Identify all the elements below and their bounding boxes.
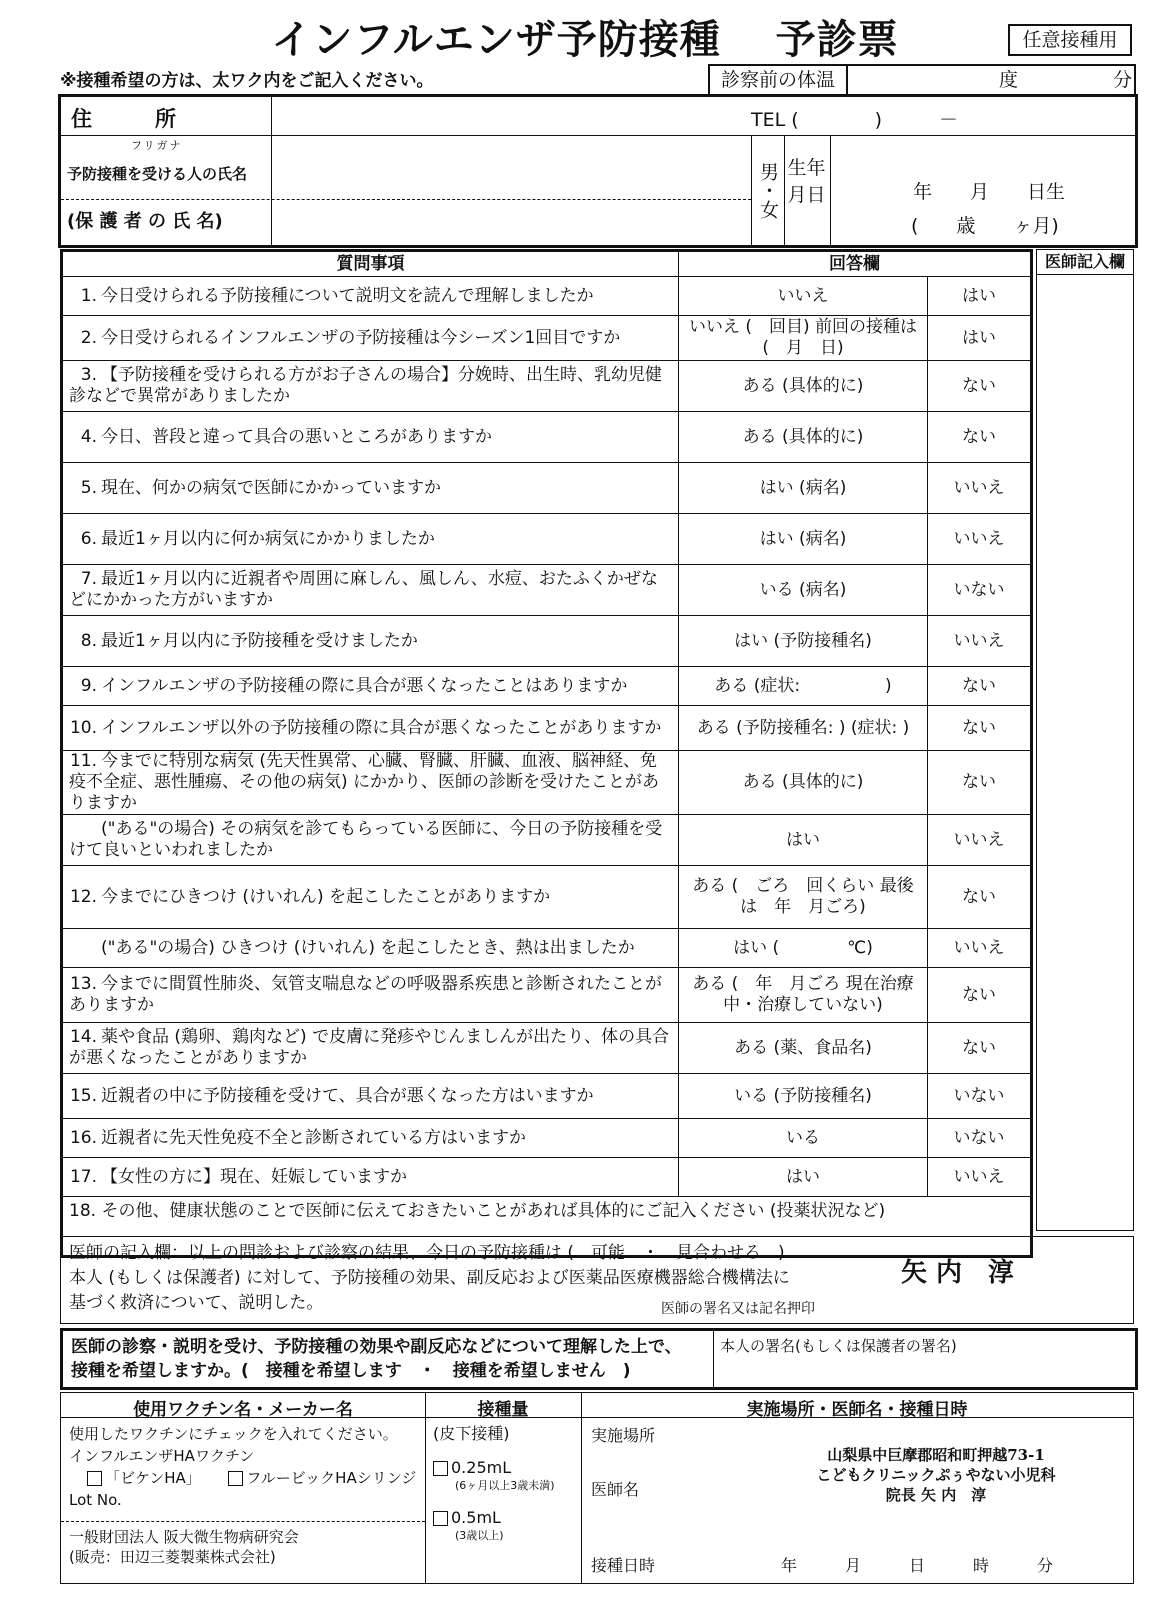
temperature-degree: 度 <box>998 69 1018 91</box>
answer-yes[interactable]: はい (病名) <box>679 463 928 514</box>
question-row <box>62 361 1032 412</box>
consent-section <box>60 1328 1138 1390</box>
maker2: (販売：田辺三菱製薬株式会社) <box>69 1548 276 1566</box>
question-row <box>62 1119 1032 1158</box>
answer-no[interactable]: はい <box>928 277 1032 316</box>
doctor-column <box>1036 249 1134 1231</box>
answer-yes[interactable]: ある (具体的に) <box>679 751 928 815</box>
answer-no[interactable]: いいえ <box>928 463 1032 514</box>
question-number: 5. <box>80 477 97 498</box>
question-body: 今までに特別な病気 (先天性異常、心臓、腎臓、肝臓、血液、脳神経、免疫不全症、悪性腫瘍、その他の病気) にかかり、医師の診断を受けたことがありますか <box>69 751 660 813</box>
opt1-label: 「ビケンHA」 <box>105 1469 201 1487</box>
stamp-director: 院長 矢 内 淳 <box>885 1486 987 1504</box>
question-row <box>62 866 1032 929</box>
question-row <box>62 667 1032 706</box>
temperature-min: 分 <box>1112 69 1132 91</box>
question-row <box>62 463 1032 514</box>
answer-yes[interactable]: いる (予防接種名) <box>679 1074 928 1119</box>
answer-yes[interactable]: ある (症状: ) <box>679 667 928 706</box>
question-number: 11. <box>69 751 97 771</box>
question-text <box>62 277 679 316</box>
question-number: 14. <box>69 1027 97 1047</box>
question-text <box>62 929 679 968</box>
question-body: ("ある"の場合) その病気を診てもらっている医師に、今日の予防接種を受けて良いといわれましたか <box>69 819 663 860</box>
temperature-label: 診察前の体温 <box>710 66 848 94</box>
answer-yes[interactable]: はい (病名) <box>679 514 928 565</box>
answer-yes[interactable]: はい ( ℃) <box>679 929 928 968</box>
question-number: 1. <box>80 285 97 306</box>
answer-yes[interactable]: はい <box>679 1158 928 1197</box>
answer-no[interactable]: いいえ <box>928 514 1032 565</box>
answer-yes[interactable]: ある ( 年 月ごろ 現在治療中・治療していない) <box>679 968 928 1023</box>
vaccine-name: インフルエンザHAワクチン <box>69 1447 255 1465</box>
address-field[interactable] <box>271 97 1135 135</box>
answer-yes[interactable]: いる (病名) <box>679 565 928 616</box>
sex-choice[interactable]: 男・女 <box>751 135 785 245</box>
question-table <box>60 249 1033 1258</box>
title-sub: 予診票 <box>775 17 899 63</box>
question-text <box>62 463 679 514</box>
question-text <box>62 316 679 361</box>
question-body: 今日受けられるインフルエンザの予防接種は今シーズン1回目ですか <box>101 327 621 348</box>
question-text <box>62 751 679 815</box>
question-number: 2. <box>80 327 97 348</box>
answer-no[interactable]: いいえ <box>928 929 1032 968</box>
answer-yes[interactable]: いいえ ( 回目) 前回の接種は ( 月 日) <box>679 316 928 361</box>
personal-info <box>58 94 1138 248</box>
guardian-label: (保 護 者 の 氏 名) <box>67 211 223 232</box>
vaccine-header: 使用ワクチン名・メーカー名 <box>133 1400 353 1420</box>
answer-yes[interactable]: ある (薬、食品名) <box>679 1023 928 1074</box>
question-number: 13. <box>69 974 97 994</box>
question-text <box>62 1074 679 1119</box>
date-value[interactable]: 年 月 日 時 分 <box>781 1556 1054 1575</box>
answer-yes[interactable]: いる <box>679 1119 928 1158</box>
voluntary-tag: 任意接種用 <box>1008 24 1132 56</box>
question-row <box>62 706 1032 751</box>
answer-no[interactable]: ない <box>928 361 1032 412</box>
opt1-checkbox[interactable] <box>87 1471 102 1486</box>
question-number: 10. <box>69 717 97 738</box>
opt2-checkbox[interactable] <box>228 1471 243 1486</box>
temperature-box <box>708 64 1136 96</box>
question-row <box>62 1023 1032 1074</box>
question-body: 近親者に先天性免疫不全と診断されている方はいますか <box>101 1127 526 1148</box>
check-note: 使用したワクチンにチェックを入れてください。 <box>69 1425 398 1443</box>
question-row <box>62 514 1032 565</box>
answer-no[interactable]: いない <box>928 1074 1032 1119</box>
name-label: 予防接種を受ける人の氏名 <box>67 165 248 183</box>
vaccine-section <box>60 1392 1134 1584</box>
question-body: 最近1ヶ月以内に近親者や周囲に麻しん、風しん、水痘、おたふくかぜなどにかかった方がいますか <box>69 569 658 610</box>
question-row <box>62 565 1032 616</box>
dose1-label: 0.25mL <box>451 1458 512 1477</box>
form-title <box>0 8 1170 65</box>
question-text <box>62 412 679 463</box>
consent-sign[interactable]: 本人の署名(もしくは保護者の署名) <box>713 1331 1135 1387</box>
question-body: 今日、普段と違って具合の悪いところがありますか <box>101 426 492 447</box>
question-body: 最近1ヶ月以内に何か病気にかかりましたか <box>101 528 435 549</box>
stamp-clinic: こどもクリニックぷぅやない小児科 <box>816 1466 1056 1484</box>
question-text <box>62 514 679 565</box>
consent-line1: 医師の診察・説明を受け、予防接種の効果や副反応などについて理解した上で、 <box>71 1337 682 1357</box>
question-row <box>62 1158 1032 1197</box>
question-body: ("ある"の場合) ひきつけ (けいれん) を起こしたとき、熱は出ましたか <box>101 937 635 958</box>
birth-label: 生年月日 <box>783 135 831 245</box>
question-text <box>62 866 679 929</box>
question-body: 現在、何かの病気で医師にかかっていますか <box>101 477 441 498</box>
doctor-line3: 基づく救済について、説明した。 <box>69 1293 324 1313</box>
question-text <box>62 667 679 706</box>
name-field[interactable] <box>271 135 741 199</box>
dose1-checkbox[interactable] <box>433 1461 448 1476</box>
answer-no[interactable]: いいえ <box>928 815 1032 866</box>
question-row <box>62 815 1032 866</box>
doctor-name-label: 医師名 <box>591 1480 640 1499</box>
question-body: 今までにひきつけ (けいれん) を起こしたことがありますか <box>101 886 551 907</box>
question-text <box>62 815 679 866</box>
furigana-label: フリガナ <box>131 139 183 152</box>
stamp-address: 山梨県中巨摩郡昭和町押越73-1 <box>827 1446 1045 1464</box>
question-text <box>62 968 679 1023</box>
doctor-sign-name: 矢 内 淳 <box>901 1258 1015 1288</box>
date-label: 接種日時 <box>591 1556 656 1575</box>
question-row <box>62 316 1032 361</box>
address-label: 住 所 <box>71 107 176 131</box>
question-body: インフルエンザの予防接種の際に具合が悪くなったことはありますか <box>101 675 628 696</box>
question-body: 【女性の方に】現在、妊娠していますか <box>101 1166 407 1187</box>
doctor-line1: 医師の記入欄：以上の問診および診察の結果、今日の予防接種は ( 可能 ・ 見合わせる ) <box>69 1243 785 1263</box>
question-number: 17. <box>69 1166 97 1187</box>
question-number: 15. <box>69 1085 97 1106</box>
question-row <box>62 968 1032 1023</box>
question-body: 近親者の中に予防接種を受けて、具合が悪くなった方はいますか <box>101 1085 594 1106</box>
age-value[interactable]: ( 歳 ヶ月) <box>911 215 1059 237</box>
question-number: 4. <box>80 426 97 447</box>
question-row <box>62 1074 1032 1119</box>
dose2-label: 0.5mL <box>451 1508 501 1527</box>
doctor-line2: 本人 (もしくは保護者) に対して、予防接種の効果、副反応および医薬品医療機器総合機構法に <box>69 1268 790 1288</box>
tel-label: TEL ( ) － <box>751 109 959 131</box>
question-body: 今日受けられる予防接種について説明文を読んで理解しましたか <box>101 285 594 306</box>
header-answer: 回答欄 <box>679 251 1032 277</box>
question-number: 6. <box>80 528 97 549</box>
dose-header: 接種量 <box>477 1400 529 1420</box>
route-label: (皮下接種) <box>433 1424 510 1443</box>
question-body: 薬や食品 (鶏卵、鶏肉など) で皮膚に発疹やじんましんが出たり、体の具合が悪くなったことがありますか <box>69 1027 670 1068</box>
question-row <box>62 751 1032 815</box>
answer-no[interactable]: ない <box>928 667 1032 706</box>
question-number: 9. <box>80 675 97 696</box>
birth-value[interactable]: 年 月 日生 <box>913 181 1066 203</box>
opt2-label: フルービックHAシリンジ <box>246 1469 417 1487</box>
doctor-section <box>60 1236 1134 1324</box>
question-text <box>62 1158 679 1197</box>
title-main: インフルエンザ予防接種 <box>271 17 721 63</box>
doctor-sign-label: 医師の署名又は記名押印 <box>661 1301 815 1317</box>
dose2-checkbox[interactable] <box>433 1511 448 1526</box>
answer-yes[interactable]: ある (予防接種名: ) (症状: ) <box>679 706 928 751</box>
question-text <box>62 616 679 667</box>
answer-yes[interactable]: いいえ <box>679 277 928 316</box>
question-number: 12. <box>69 886 97 907</box>
guardian-field[interactable] <box>271 199 741 243</box>
answer-no[interactable]: いない <box>928 565 1032 616</box>
question-row <box>62 616 1032 667</box>
lot-label[interactable]: Lot No. <box>69 1491 122 1509</box>
question-row <box>62 277 1032 316</box>
answer-yes[interactable]: ある (具体的に) <box>679 412 928 463</box>
question-text <box>62 361 679 412</box>
question-text <box>62 706 679 751</box>
question-18[interactable]: 18. その他、健康状態のことで医師に伝えておきたいことがあれば具体的にご記入ください (投薬状況など) <box>62 1197 1032 1257</box>
answer-no[interactable]: ない <box>928 412 1032 463</box>
question-number: 16. <box>69 1127 97 1148</box>
question-body: インフルエンザ以外の予防接種の際に具合が悪くなったことがありますか <box>101 717 662 738</box>
place-label: 実施場所 <box>591 1426 656 1445</box>
question-body: 今までに間質性肺炎、気管支喘息などの呼吸器系疾患と診断されたことがありますか <box>69 974 662 1015</box>
answer-yes[interactable]: はい (予防接種名) <box>679 616 928 667</box>
answer-no[interactable]: ない <box>928 706 1032 751</box>
header-doctor: 医師記入欄 <box>1037 250 1133 275</box>
answer-no[interactable]: いいえ <box>928 1158 1032 1197</box>
place-header: 実施場所・医師名・接種日時 <box>746 1400 968 1420</box>
answer-yes[interactable]: ある (具体的に) <box>679 361 928 412</box>
question-body: 最近1ヶ月以内に予防接種を受けましたか <box>101 630 418 651</box>
dose1-note: (6ヶ月以上3歳未満) <box>455 1479 555 1492</box>
answer-no[interactable]: いない <box>928 1119 1032 1158</box>
answer-yes[interactable]: はい <box>679 815 928 866</box>
question-text <box>62 1119 679 1158</box>
question-text <box>62 1023 679 1074</box>
consent-line2[interactable]: 接種を希望しますか。( 接種を希望します ・ 接種を希望しません ) <box>71 1361 631 1381</box>
question-row <box>62 412 1032 463</box>
answer-no[interactable]: いいえ <box>928 616 1032 667</box>
answer-no[interactable]: ない <box>928 1023 1032 1074</box>
question-row <box>62 929 1032 968</box>
answer-no[interactable]: はい <box>928 316 1032 361</box>
maker1: 一般財団法人 阪大微生物病研究会 <box>69 1528 299 1546</box>
answer-no[interactable]: ない <box>928 751 1032 815</box>
question-text <box>62 565 679 616</box>
answer-yes[interactable]: ある ( ごろ 回くらい 最後は 年 月ごろ) <box>679 866 928 929</box>
fill-note: ※接種希望の方は、太ワク内をご記入ください。 <box>60 71 434 91</box>
dose2-note: (3歳以上) <box>455 1529 504 1542</box>
question-number: 7. <box>80 569 97 589</box>
question-number: 8. <box>80 630 97 651</box>
question-body: 【予防接種を受けられる方がお子さんの場合】分娩時、出生時、乳幼児健診などで異常がありましたか <box>69 365 662 406</box>
answer-no[interactable]: ない <box>928 968 1032 1023</box>
answer-no[interactable]: ない <box>928 866 1032 929</box>
question-number: 3. <box>80 365 97 385</box>
header-question: 質問事項 <box>62 251 679 277</box>
